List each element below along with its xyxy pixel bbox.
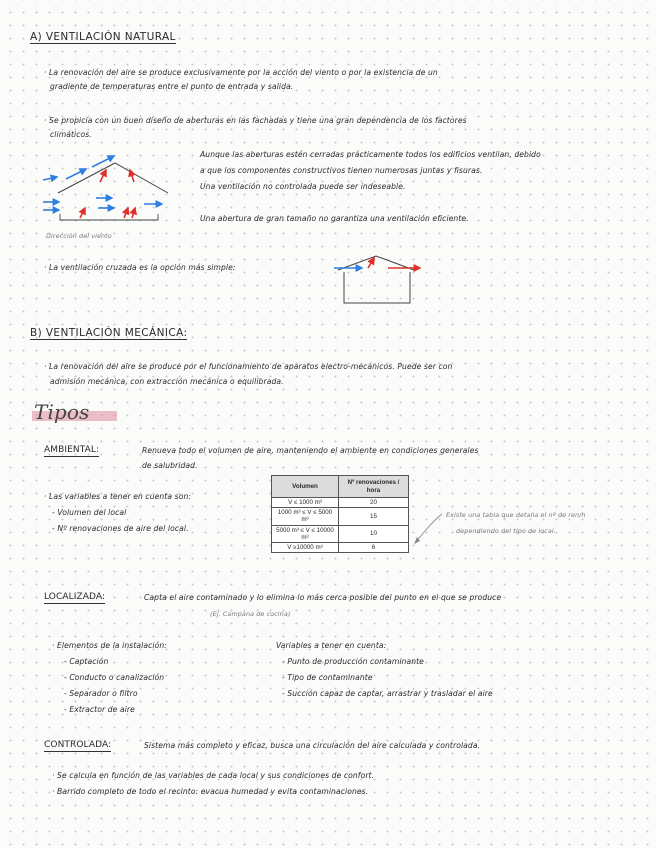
table-row (272, 525, 409, 542)
table-cell: 15 (339, 508, 409, 525)
controlada-text: Sistema más completo y eficaz, busca una circulación del aire calculada y controlada. (144, 741, 481, 750)
table-row (272, 498, 409, 508)
controlada-bullet-2: · Barrido completo de todo el recinto: evacua humedad y evita contaminaciones. (52, 787, 369, 796)
table-row (272, 543, 409, 553)
ambiental-var-1: - Volumen del local (52, 508, 127, 517)
table-header: Volumen (272, 476, 339, 498)
variables-title: Variables a tener en cuenta: (276, 641, 387, 650)
suction-arrow (124, 208, 128, 218)
cross-ventilation-line: · La ventilación cruzada es la opción más simple: (44, 263, 236, 272)
side-note-line1: Aunque las aberturas estén cerradas prácticamente todos los edificios ventilan, debido (200, 150, 541, 159)
section-b-title: B) VENTILACIÓN MECÁNICA: (30, 327, 188, 339)
element-item-3: - Separador o filtro (64, 689, 138, 698)
table-header-row (272, 476, 409, 498)
ambiental-label: AMBIENTAL: (44, 445, 100, 455)
table-note-line1: Existe una tabla que detalla el nº de ren/h (446, 511, 586, 519)
section-a-p2-line2: climáticos. (50, 130, 92, 139)
element-item-4: - Extractor de aire (64, 705, 135, 714)
table-cell: V ≤ 1000 m³ (272, 498, 339, 508)
tipos-heading: Tipos (32, 400, 117, 424)
localizada-label: LOCALIZADA: (44, 592, 106, 602)
suction-arrow (130, 170, 134, 182)
section-a-p1-line1: · La renovación del aire se produce exclusivamente por la acción del viento o por la existencia de un (44, 68, 438, 77)
variable-item-3: - Succión capaz de captar, arrastrar y trasladar el aire (282, 689, 493, 698)
ambiental-vars-title: · Las variables a tener en cuenta son: (44, 492, 192, 501)
table-cell: 6 (339, 543, 409, 553)
table-cell: 5000 m³ ≤ V ≤ 10000 m³ (272, 525, 339, 542)
ambiental-text-line1: Renueva todo el volumen de aire, manteniendo el ambiente en condiciones generales (142, 446, 479, 455)
table-cell: 20 (339, 498, 409, 508)
cross-ventilation-house-diagram (332, 248, 427, 308)
table-row (272, 508, 409, 525)
table-header: Nº renovaciones / hora (339, 476, 409, 498)
section-a-title: A) VENTILACIÓN NATURAL (30, 31, 176, 43)
side-note-line3: Una ventilación no controlada puede ser indeseable. (200, 182, 406, 191)
wind-arrow (43, 177, 57, 180)
wind-roof-diagram (40, 150, 190, 230)
elements-title: · Elementos de la instalación: (52, 641, 167, 650)
suction-arrow (100, 170, 106, 182)
section-a-p1-line2: gradiente de temperaturas entre el punto de entrada y salida. (50, 82, 294, 91)
side-note-line2: a que los componentes constructivos tienen numerosas juntas y fisuras. (200, 166, 483, 175)
airflow-arrow (368, 258, 374, 268)
table-cell: 10 (339, 525, 409, 542)
table-cell: 1000 m³ ≤ V ≤ 5000 m³ (272, 508, 339, 525)
ambiental-text-line2: de salubridad. (142, 461, 198, 470)
wind-arrow (66, 169, 86, 179)
section-b-line1: · La renovación del aire se produce por el funcionamiento de aparatos electro-mecánicos. Puede ser con (44, 362, 453, 371)
localizada-example: (Ej. Campana de cocina) (210, 610, 291, 618)
table-note-line2: dependiendo del tipo de local. (456, 527, 556, 535)
variable-item-1: - Punto de producción contaminante (282, 657, 424, 666)
ambiental-var-2: - Nº renovaciones de aire del local. (52, 524, 189, 533)
section-b-line2: admisión mecánica, con extracción mecánica o equilibrada. (50, 377, 284, 386)
element-item-1: - Captación (64, 657, 109, 666)
roof-outline (58, 163, 168, 193)
variable-item-2: - Tipo de contaminante (282, 673, 373, 682)
section-a-p2-line1: · Se propicia con un buen diseño de aberturas en las fachadas y tiene una gran dependencia de los factores (44, 116, 467, 125)
diagram-label: Dirección del viento (46, 232, 112, 240)
renovation-table (271, 475, 409, 553)
suction-arrow (132, 208, 135, 218)
table-cell: V ≥10000 m³ (272, 543, 339, 553)
house-walls (344, 272, 410, 303)
controlada-label: CONTROLADA: (44, 740, 112, 750)
element-item-2: - Conducto o canalización (64, 673, 165, 682)
table-note-arrow (410, 510, 446, 550)
side-note2: Una abertura de gran tamaño no garantiza una ventilación eficiente. (200, 214, 469, 223)
ground-line (60, 214, 158, 220)
localizada-text: Capta el aire contaminado y lo elimina lo más cerca posible del punto en el que se produce (144, 593, 502, 602)
controlada-bullet-1: · Se calcula en función de las variables de cada local y sus condiciones de confort. (52, 771, 375, 780)
suction-arrow (80, 208, 85, 218)
